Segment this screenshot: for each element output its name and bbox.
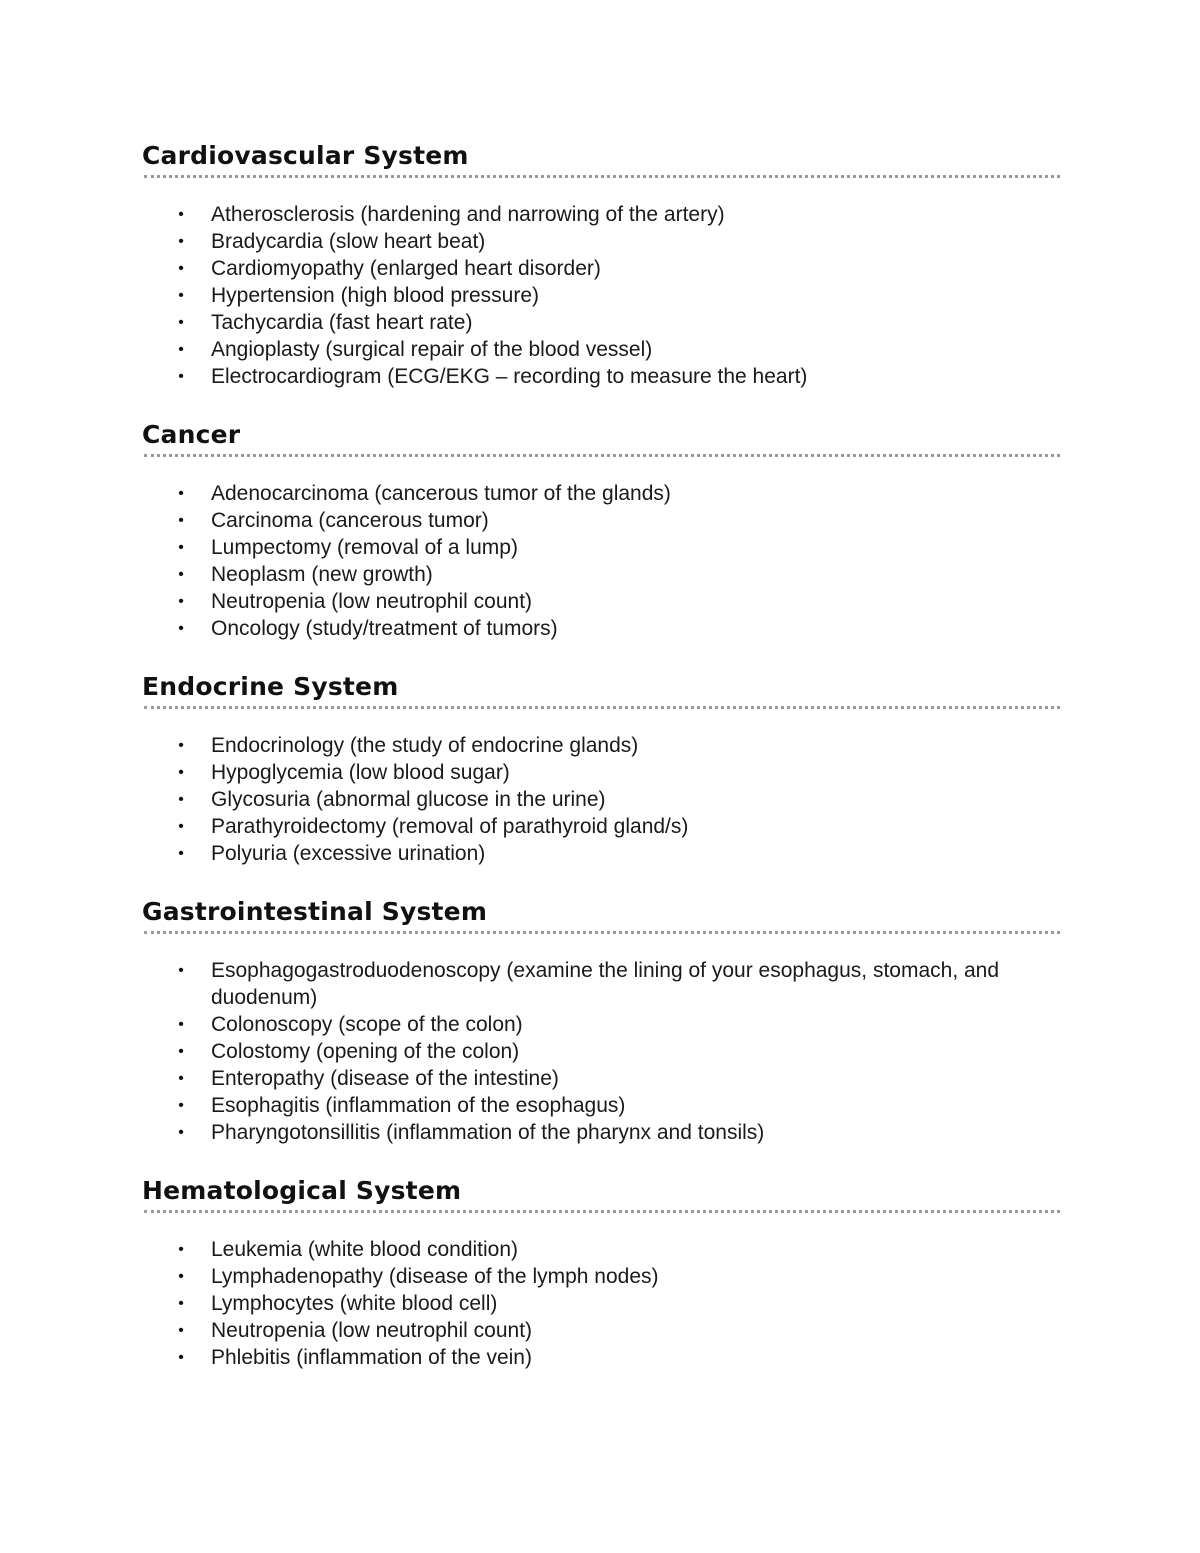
list-item xyxy=(142,786,1060,813)
list-item xyxy=(142,561,1060,588)
section-heading: Hematological System xyxy=(142,1176,462,1205)
term-text: Cardiomyopathy (enlarged heart disorder) xyxy=(211,257,601,280)
dotted-divider xyxy=(144,706,1060,709)
term-list xyxy=(142,201,1060,390)
bullet-icon: • xyxy=(178,1268,184,1285)
term-text: Endocrinology (the study of endocrine glands) xyxy=(211,734,639,757)
list-item xyxy=(142,1290,1060,1317)
bullet-icon: • xyxy=(178,539,184,556)
bullet-icon: • xyxy=(178,314,184,331)
term-list xyxy=(142,1236,1060,1371)
list-item xyxy=(142,480,1060,507)
bullet-icon: • xyxy=(178,791,184,808)
bullet-icon: • xyxy=(178,368,184,385)
bullet-icon: • xyxy=(178,764,184,781)
term-text: Colonoscopy (scope of the colon) xyxy=(211,1013,523,1036)
term-list xyxy=(142,732,1060,867)
list-item xyxy=(142,1065,1060,1092)
bullet-icon: • xyxy=(178,512,184,529)
list-item xyxy=(142,813,1060,840)
term-text: Lumpectomy (removal of a lump) xyxy=(211,536,518,559)
bullet-icon: • xyxy=(178,1241,184,1258)
bullet-icon: • xyxy=(178,1295,184,1312)
section-cancer xyxy=(142,416,1060,642)
term-text: Neutropenia (low neutrophil count) xyxy=(211,590,533,613)
list-item xyxy=(142,309,1060,336)
term-text: Lymphadenopathy (disease of the lymph nodes) xyxy=(211,1265,659,1288)
list-item xyxy=(142,255,1060,282)
bullet-icon: • xyxy=(178,341,184,358)
bullet-icon: • xyxy=(178,737,184,754)
term-text: Lymphocytes (white blood cell) xyxy=(211,1292,498,1315)
section-heading: Gastrointestinal System xyxy=(142,897,488,926)
dotted-divider xyxy=(144,454,1060,457)
list-item xyxy=(142,1236,1060,1263)
list-item xyxy=(142,282,1060,309)
list-item xyxy=(142,1011,1060,1038)
section-hematological xyxy=(142,1172,1060,1371)
term-text: Neutropenia (low neutrophil count) xyxy=(211,1319,533,1342)
bullet-icon: • xyxy=(178,845,184,862)
bullet-icon: • xyxy=(178,1349,184,1366)
section-heading: Cardiovascular System xyxy=(142,141,469,170)
list-item xyxy=(142,957,1060,1011)
list-item xyxy=(142,1263,1060,1290)
term-text: Electrocardiogram (ECG/EKG – recording to measure the heart) xyxy=(211,365,808,388)
list-item xyxy=(142,732,1060,759)
bullet-icon: • xyxy=(178,1322,184,1339)
term-text: Neoplasm (new growth) xyxy=(211,563,433,586)
list-item xyxy=(142,759,1060,786)
term-text: Esophagitis (inflammation of the esophagus) xyxy=(211,1094,626,1117)
bullet-icon: • xyxy=(178,593,184,610)
term-text: Tachycardia (fast heart rate) xyxy=(211,311,473,334)
term-text: Esophagogastroduodenoscopy (examine the lining of your esophagus, stomach, and duodenum) xyxy=(211,959,1000,1009)
bullet-icon: • xyxy=(178,818,184,835)
term-text: Angioplasty (surgical repair of the blood vessel) xyxy=(211,338,653,361)
term-text: Atherosclerosis (hardening and narrowing of the artery) xyxy=(211,203,725,226)
list-item xyxy=(142,1038,1060,1065)
term-text: Oncology (study/treatment of tumors) xyxy=(211,617,558,640)
bullet-icon: • xyxy=(178,962,184,979)
bullet-icon: • xyxy=(178,233,184,250)
list-item xyxy=(142,588,1060,615)
list-item xyxy=(142,534,1060,561)
document-content xyxy=(142,137,1060,1397)
list-item xyxy=(142,363,1060,390)
list-item xyxy=(142,1092,1060,1119)
term-list xyxy=(142,480,1060,642)
dotted-divider xyxy=(144,1210,1060,1213)
term-text: Leukemia (white blood condition) xyxy=(211,1238,519,1261)
section-gastrointestinal xyxy=(142,893,1060,1146)
bullet-icon: • xyxy=(178,566,184,583)
term-text: Pharyngotonsillitis (inflammation of the pharynx and tonsils) xyxy=(211,1121,765,1144)
section-cardiovascular xyxy=(142,137,1060,390)
term-text: Enteropathy (disease of the intestine) xyxy=(211,1067,559,1090)
list-item xyxy=(142,615,1060,642)
term-text: Hypertension (high blood pressure) xyxy=(211,284,540,307)
term-list xyxy=(142,957,1060,1146)
section-heading: Cancer xyxy=(142,420,241,449)
list-item xyxy=(142,1344,1060,1371)
bullet-icon: • xyxy=(178,260,184,277)
dotted-divider xyxy=(144,931,1060,934)
term-text: Bradycardia (slow heart beat) xyxy=(211,230,486,253)
list-item xyxy=(142,507,1060,534)
term-text: Hypoglycemia (low blood sugar) xyxy=(211,761,510,784)
list-item xyxy=(142,228,1060,255)
bullet-icon: • xyxy=(178,1070,184,1087)
term-text: Polyuria (excessive urination) xyxy=(211,842,486,865)
bullet-icon: • xyxy=(178,206,184,223)
list-item xyxy=(142,1317,1060,1344)
section-heading: Endocrine System xyxy=(142,672,399,701)
list-item xyxy=(142,201,1060,228)
term-text: Carcinoma (cancerous tumor) xyxy=(211,509,489,532)
term-text: Parathyroidectomy (removal of parathyroid gland/s) xyxy=(211,815,689,838)
term-text: Colostomy (opening of the colon) xyxy=(211,1040,520,1063)
bullet-icon: • xyxy=(178,1124,184,1141)
bullet-icon: • xyxy=(178,1043,184,1060)
section-endocrine xyxy=(142,668,1060,867)
dotted-divider xyxy=(144,175,1060,178)
bullet-icon: • xyxy=(178,485,184,502)
list-item xyxy=(142,840,1060,867)
term-text: Adenocarcinoma (cancerous tumor of the glands) xyxy=(211,482,671,505)
bullet-icon: • xyxy=(178,620,184,637)
bullet-icon: • xyxy=(178,1016,184,1033)
bullet-icon: • xyxy=(178,287,184,304)
term-text: Glycosuria (abnormal glucose in the urine) xyxy=(211,788,606,811)
list-item xyxy=(142,336,1060,363)
list-item xyxy=(142,1119,1060,1146)
bullet-icon: • xyxy=(178,1097,184,1114)
term-text: Phlebitis (inflammation of the vein) xyxy=(211,1346,532,1369)
